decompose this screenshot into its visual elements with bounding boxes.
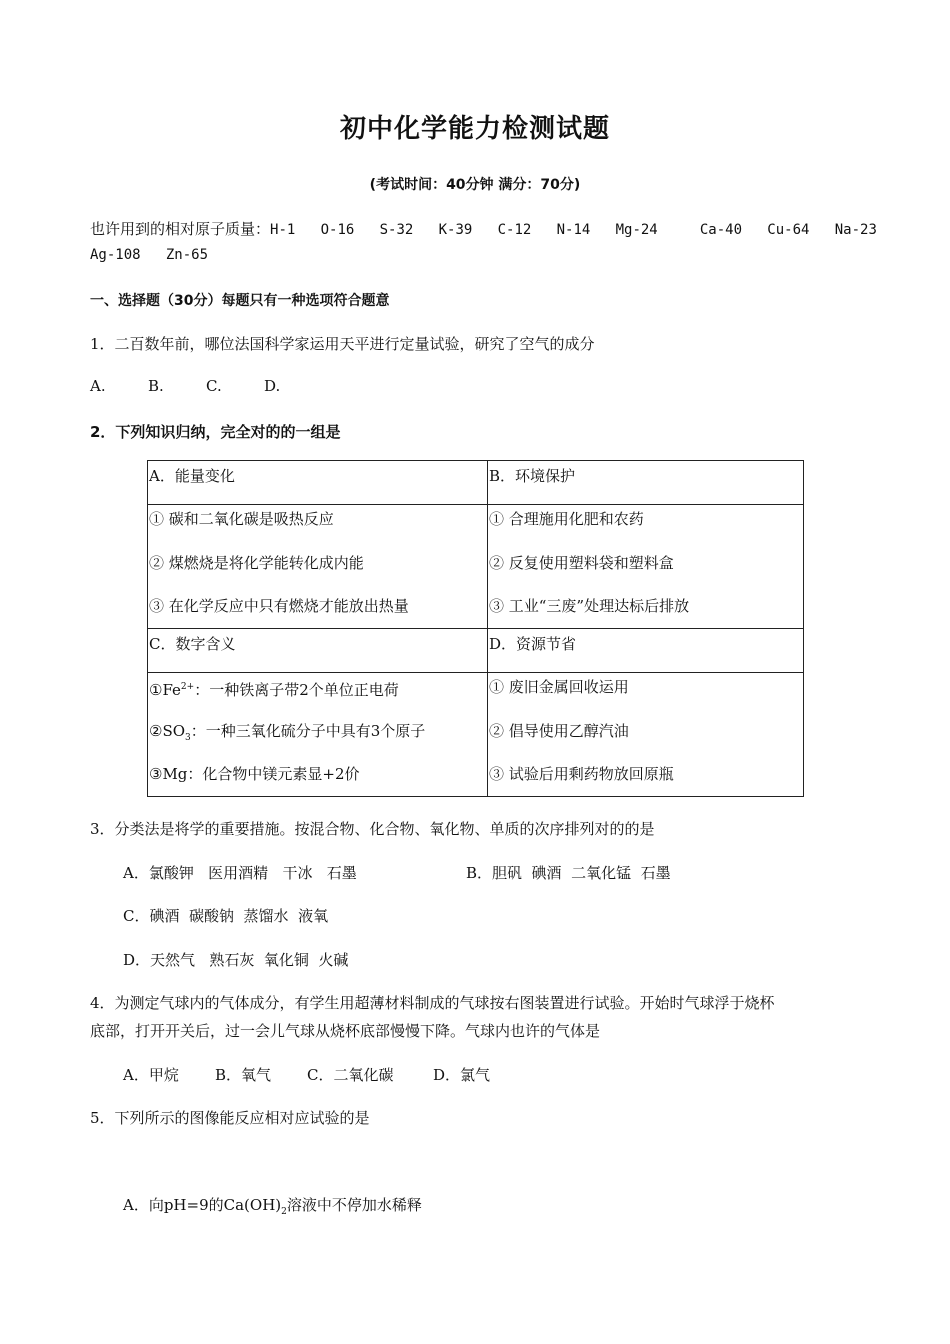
page-title: 初中化学能力检测试题 [339,114,610,144]
cell-b-head: B．环境保护 [488,461,804,505]
option-d[interactable]: D．氯气 [433,1066,491,1084]
knowledge-table [147,460,804,797]
atomic-mass-values: H-1 O-16 S-32 K-39 C-12 N-14 Mg-24 Ca-40 Cu-64 Na-23 [270,222,877,238]
cell-c-head: C．数字含义 [148,629,488,673]
option-a[interactable]: A. [90,377,106,395]
question-3-option-a[interactable]: A．氯酸钾 医用酒精 干冰 石墨 [123,864,357,882]
atomic-mass-label: 也许用到的相对原子质量： [90,220,271,238]
a-item-1: ① 碳和二氧化碳是吸热反应 [149,510,334,528]
c-item-2: $②SO_3$：一种三氧化硫分子中具有3个原子 [149,721,426,743]
question-5-option-a[interactable]: A．向pH=9的$Ca(OH)_2$溶液中不停加水稀释 [123,1196,422,1217]
b-item-1: ① 合理施用化肥和农药 [489,510,644,528]
d-item-1: ① 废旧金属回收运用 [489,678,629,696]
option-d[interactable]: D. [264,377,281,395]
question-4-options [123,1064,490,1085]
d-item-3: ③ 试验后用剩药物放回原瓶 [489,765,674,783]
option-a[interactable]: A．甲烷 [123,1066,179,1084]
atomic-mass-line-2: Ag-108 Zn-65 [90,247,209,263]
b-item-3: ③ 工业“三废”处理达标后排放 [489,597,690,615]
c-item-3: ③Mg：化合物中镁元素显+2价 [149,765,360,783]
option-c[interactable]: C. [206,377,222,395]
option-c[interactable]: C．二氧化碳 [307,1066,394,1084]
option-b[interactable]: B．氧气 [215,1066,272,1084]
cell-a-items [148,505,488,629]
exam-info: (考试时间：40分钟 满分：70分) [369,177,581,193]
question-4-stem-line-1: 4．为测定气球内的气体成分，有学生用超薄材料制成的气球按右图装置进行试验。开始时气球浮于烧杯 [90,994,775,1012]
section-heading: 一、选择题（30分）每题只有一种选项符合题意 [90,293,390,309]
a-item-2: ② 煤燃烧是将化学能转化成内能 [149,553,364,572]
question-5-stem: 5．下列所示的图像能反应相对应试验的是 [90,1109,370,1127]
question-1-options [90,377,280,395]
question-3-option-b[interactable]: B．胆矾 碘酒 二氧化锰 石墨 [466,864,671,882]
cell-d-items [488,673,804,797]
cell-b-items [488,505,804,629]
question-3-stem: 3．分类法是将学的重要措施。按混合物、化合物、氧化物、单质的次序排列对的的是 [90,820,655,838]
question-2-stem: 2．下列知识归纳，完全对的的一组是 [90,423,341,441]
question-4-stem-line-2: 底部，打开开关后，过一会儿气球从烧杯底部慢慢下降。气球内也许的气体是 [90,1022,601,1040]
cell-c-items [148,673,488,797]
a-item-3: ③ 在化学反应中只有燃烧才能放出热量 [149,597,409,615]
b-item-2: ② 反复使用塑料袋和塑料盒 [489,553,674,572]
c-item-1: $①Fe^{2+}$：一种铁离子带2个单位正电荷 [149,681,399,699]
cell-d-head: D．资源节省 [488,629,804,673]
question-1-stem: 1．二百数年前，哪位法国科学家运用天平进行定量试验，研究了空气的成分 [90,335,595,353]
cell-a-head: A．能量变化 [148,461,488,505]
question-3-option-d[interactable]: D．天然气 熟石灰 氧化铜 火碱 [123,951,349,969]
option-b[interactable]: B. [148,377,164,395]
d-item-2: ② 倡导使用乙醇汽油 [489,721,629,740]
question-3-option-c[interactable]: C．碘酒 碳酸钠 蒸馏水 液氧 [123,907,329,925]
atomic-mass-line-1 [90,218,877,239]
